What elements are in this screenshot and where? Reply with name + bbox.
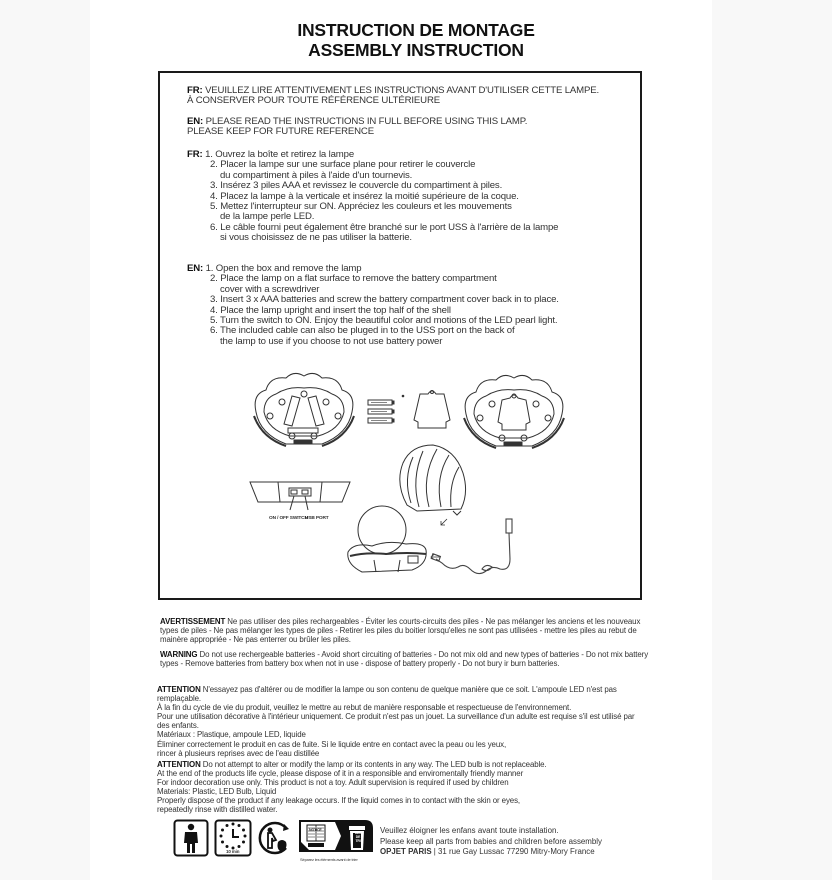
step-fr-5-cont: de la lampe perle LED. [220, 211, 315, 223]
footer-company-line [380, 847, 602, 858]
recycling-person-icon [256, 820, 292, 856]
step-fr-4: 4. Placez la lampe à la verticale et insérez la moitié supérieure de la coque. [210, 190, 519, 202]
assembled-lamp-base-illustration [346, 504, 430, 576]
step-en-2-cont: cover with a screwdriver [220, 283, 320, 295]
step-fr-2-cont: du compartiment à piles à l'aide d'un tournevis. [220, 169, 413, 181]
attention-fr-line: Matériaux : Plastique, ampoule LED, liquide [157, 730, 306, 740]
attention-en-label: ATTENTION [157, 760, 201, 769]
shell-base-closed-illustration [462, 374, 566, 452]
step-fr-3: 3. Insérez 3 piles AAA et revissez le couvercle du compartiment à piles. [210, 180, 503, 192]
warning-label: WARNING [160, 650, 198, 659]
notice-label: NOTICE [309, 828, 322, 832]
steps-en [187, 264, 559, 347]
attention-fr-line: À la fin du cycle de vie du produit, veuillez le mettre au rebut de manière responsable et respectueuse de l'environnement. [157, 703, 572, 713]
attention-en-line: Materials: Plastic, LED Bulb, Liquid [157, 787, 277, 797]
avertissement-text: Ne pas utiliser des piles rechargeables - Éviter les courts-circuits des piles - Ne pas mélanger les anciens et les nouveaux types de piles - Ne pas mélanger les types de piles - Retirer les piles du boitier lorsqu'elles ne sont pas utilisées - mettre les piles au rebut de mainère appropriée - Ne pas enterrer ou brûler les piles. [160, 617, 641, 645]
title-fr: INSTRUCTION DE MONTAGE [297, 20, 535, 40]
attention-fr-line [157, 685, 647, 703]
steps-fr [187, 150, 558, 244]
adult-person-icon [173, 819, 209, 857]
battery-cover-illustration [412, 388, 452, 434]
step-fr-2: 2. Placer la lampe sur une surface plane pour retirer le couvercle [210, 159, 476, 171]
title-en: ASSEMBLY INSTRUCTION [308, 40, 524, 60]
warning-text: Do not use rechergeable batteries - Avoid short circuiting of batteries - Do not mix old and new types of batteries - Do not mix battery types - Remove batteries from battery box when not in use - dispose of battery properly - Do not bury ir burn batteries. [160, 650, 649, 669]
triman-sorting-icon [297, 818, 375, 856]
clock-label: 10 min [226, 849, 240, 854]
bin-label: BAC DE TRI [355, 831, 362, 843]
lamp-base-back-illustration [250, 480, 350, 510]
company-address: | 31 rue Gay Lussac 77290 Mitry-Mory France [433, 847, 595, 856]
footer-text [380, 826, 602, 858]
step-en-6: 6. The included cable can also be pluged in to the USS port on the back of [210, 325, 515, 337]
attention-fr-line: rincer à plusieurs reprises avec de l'eau distillée [157, 748, 320, 758]
step-text: 1. Ouvrez la boîte et retirez la lampe [205, 149, 355, 160]
attention-fr-line: Éliminer correctement le produit en cas de fuite. Si le liquide entre en contact avec la peau ou les yeux, [157, 739, 507, 749]
step-fr-6: 6. Le câble fourni peut également être branché sur le port USS à l'arrière de la lampe [210, 221, 559, 233]
avertissement-paragraph [160, 617, 650, 644]
screw-illustration [401, 394, 405, 398]
footer-line-en: Please keep all parts from babies and children before assembly [380, 836, 602, 846]
usb-cable-illustration [430, 515, 520, 577]
company-name: OPJET PARIS [380, 847, 432, 856]
steps-en-label: EN: [187, 263, 204, 274]
step-fr-5: 5. Mettez l'interrupteur sur ON. Appréciez les couleurs et les mouvements [210, 201, 512, 213]
switch-label: ON / OFF SWITCH [269, 516, 308, 521]
attention-fr-text: N'essayez pas d'altérer ou de modifier la lampe ou son contenu de quelque manière que ce soit. L'ampoule LED n'est pas remplaçable. [157, 685, 617, 704]
attention-fr-label: ATTENTION [157, 685, 201, 694]
notice-en-line2: PLEASE KEEP FOR FUTURE REFERENCE [187, 126, 374, 137]
step-en-6-cont: the lamp to use if you choose to not use battery power [220, 335, 443, 347]
step-en-3: 3. Insert 3 x AAA batteries and screw the battery compartment cover back in to place. [210, 294, 559, 306]
notice-en-label: EN: [187, 116, 204, 127]
attention-fr-paragraph [157, 685, 647, 758]
attention-fr-line: Pour une utilisation décorative à l'intérieur uniquement. Ce produit n'est pas un jouet. La surveillance d'un adulte est requise s'il est utilisé par des enfants. [157, 712, 635, 731]
steps-fr-label: FR: [187, 149, 203, 160]
step-fr-6-cont: si vous choisissez de ne pas utiliser la batterie. [220, 232, 412, 244]
warning-paragraph [160, 650, 650, 668]
attention-en-line: Properly dispose of the product if any leakage occurs. If the liquid comes in to contact with the skin or eyes, [157, 796, 521, 806]
attention-en-text: Do not attempt to alter or modify the lamp or its contents in any way. The LED bulb is not replaceable. [202, 760, 547, 769]
attention-en-line [157, 760, 647, 769]
notice-fr-label: FR: [187, 85, 203, 96]
avertissement-label: AVERTISSEMENT [160, 617, 226, 626]
attention-en-line: repeatedly rinse with distilled water. [157, 805, 278, 815]
triman-caption: Séparez les éléments avant de trier [300, 857, 358, 862]
step-text: 1. Open the box and remove the lamp [205, 263, 362, 274]
step-en-4: 4. Place the lamp upright and insert the top half of the shell [210, 304, 451, 316]
step-en-5: 5. Turn the switch to ON. Enjoy the beautiful color and motions of the LED pearl light. [210, 315, 558, 327]
step-en-2: 2. Place the lamp on a flat surface to remove the battery compartment [210, 273, 497, 285]
attention-en-line: At the end of the products life cycle, please dispose of it in a responsible and enviromentally friendly manner [157, 769, 524, 779]
shell-base-open-illustration [252, 372, 356, 450]
notice-fr-text: VEUILLEZ LIRE ATTENTIVEMENT LES INSTRUCTIONS AVANT D'UTILISER CETTE LAMPE. [205, 85, 599, 96]
footer-line-fr: Veuillez éloigner les enfans avant toute installation. [380, 826, 559, 835]
attention-en-paragraph [157, 760, 647, 815]
attention-en-line: For indoor decoration use only. This product is not a toy. Adult supervision is required if used by children [157, 778, 509, 788]
aaa-batteries-illustration [367, 398, 397, 428]
notice-fr-line2: À CONSERVER POUR TOUTE RÉFÉRENCE ULTÉRIEURE [187, 95, 440, 106]
notice-en-text: PLEASE READ THE INSTRUCTIONS IN FULL BEFORE USING THIS LAMP. [205, 116, 528, 127]
usb-port-label: USB PORT [305, 516, 329, 521]
